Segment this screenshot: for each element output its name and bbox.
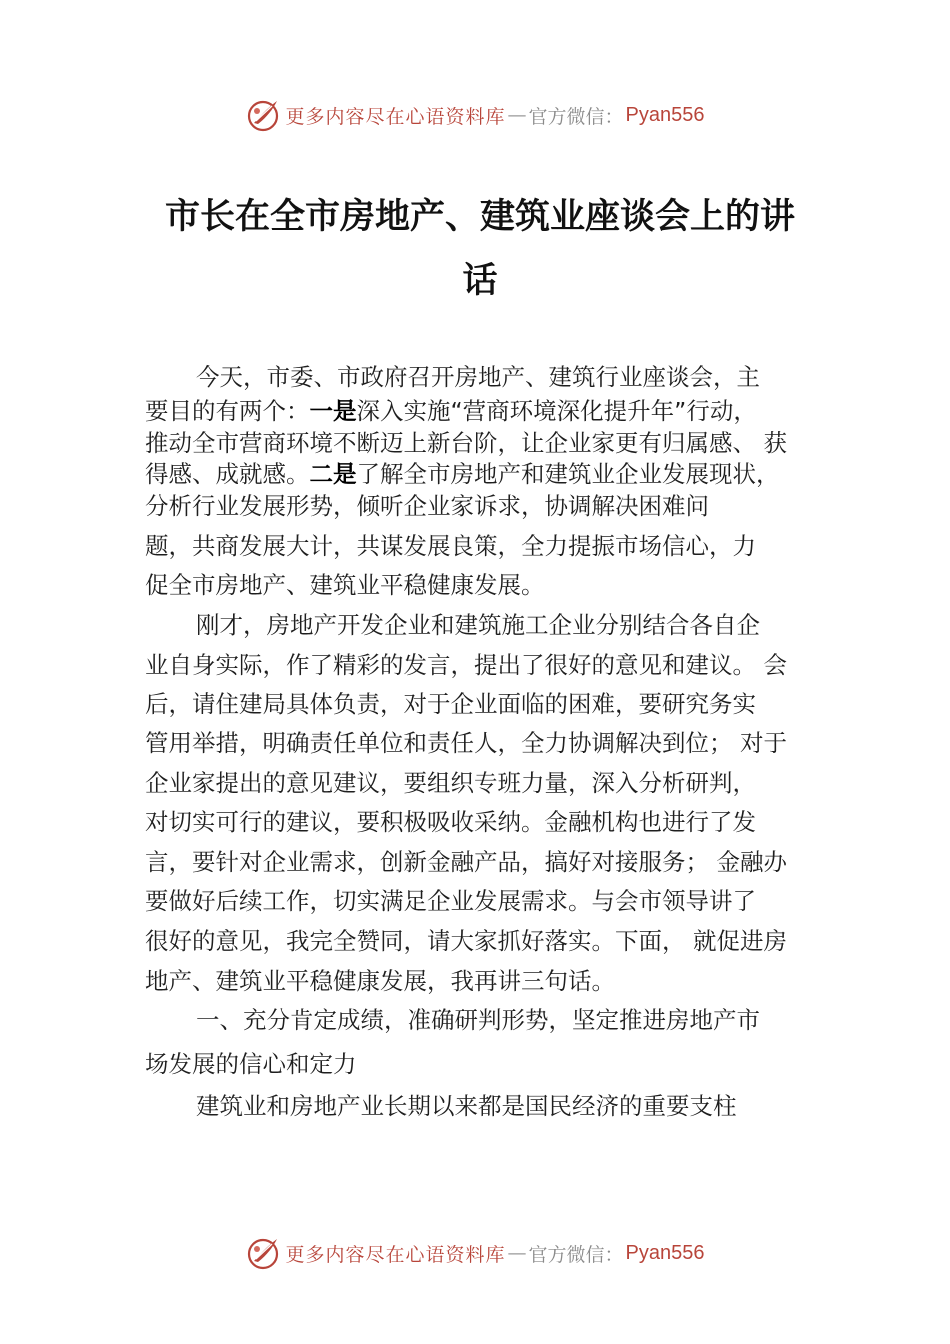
body-line: 对切实可行的建议，要积极吸收采纳。金融机构也进行了发 [145, 808, 756, 836]
footer-watermark-banner [0, 1233, 950, 1273]
bold-marker: 一是 [309, 397, 357, 425]
body-line: 得感、成就感。二是了解全市房地产和建筑业企业发展现状， [145, 460, 780, 488]
banner-wechat-label: 官方微信： [528, 1243, 624, 1266]
banner-text: 更多内容尽在心语资料库 [285, 105, 506, 128]
body-line: 今天，市委、市政府召开房地产、建筑行业座谈会，主 [196, 363, 760, 391]
body-line: 分析行业发展形势，倾听企业家诉求，协调解决困难问 [145, 492, 709, 520]
banner-wechat-label: 官方微信： [528, 105, 624, 128]
title-line-1: 市长在全市房地产、建筑业座谈会上的讲 [164, 196, 795, 237]
bold-marker: 二是 [309, 460, 357, 488]
body-line: 很好的意见，我完全赞同，请大家抓好落实。下面， 就促进房 [145, 927, 787, 955]
banner-dash: — [507, 104, 527, 126]
body-line: 后，请住建局具体负责，对于企业面临的困难，要研究务实 [145, 690, 756, 718]
body-line: 推动全市营商环境不断迈上新台阶，让企业家更有归属感、 获 [145, 429, 787, 457]
body-line: 管用举措，明确责任单位和责任人，全力协调解决到位； 对于 [145, 729, 787, 757]
body-line: 企业家提出的意见建议，要组织专班力量，深入分析研判， [145, 769, 756, 797]
body-line: 言，要针对企业需求，创新金融产品，搞好对接服务； 金融办 [145, 848, 787, 876]
header-watermark-banner [0, 95, 950, 135]
page-title [140, 185, 820, 313]
quill-seal-logo-icon [246, 1235, 282, 1271]
body-line: 地产、建筑业平稳健康发展，我再讲三句话。 [145, 967, 615, 995]
banner-text: 更多内容尽在心语资料库 [285, 1243, 506, 1266]
body-line: 建筑业和房地产业长期以来都是国民经济的重要支柱 [196, 1092, 737, 1120]
body-line: 要目的有两个：一是深入实施“营商环境深化提升年”行动， [145, 397, 757, 425]
title-line-2: 话 [462, 260, 498, 301]
body-line: 题，共商发展大计，共谋发展良策，全力提振市场信心，力 [145, 532, 756, 560]
body-line: 要做好后续工作，切实满足企业发展需求。与会市领导讲了 [145, 887, 756, 915]
banner-dash: — [507, 1242, 527, 1264]
body-line: 促全市房地产、建筑业平稳健康发展。 [145, 571, 545, 599]
banner-wechat-id: Pyan556 [625, 1241, 705, 1264]
section-heading-line: 一、充分肯定成绩，准确研判形势，坚定推进房地产市 [196, 1006, 760, 1034]
section-heading-line: 场发展的信心和定力 [145, 1050, 357, 1078]
banner-wechat-id: Pyan556 [625, 103, 705, 126]
quill-seal-logo-icon [246, 97, 282, 133]
body-line: 刚才，房地产开发企业和建筑施工企业分别结合各自企 [196, 611, 760, 639]
body-line: 业自身实际，作了精彩的发言，提出了很好的意见和建议。 会 [145, 651, 787, 679]
